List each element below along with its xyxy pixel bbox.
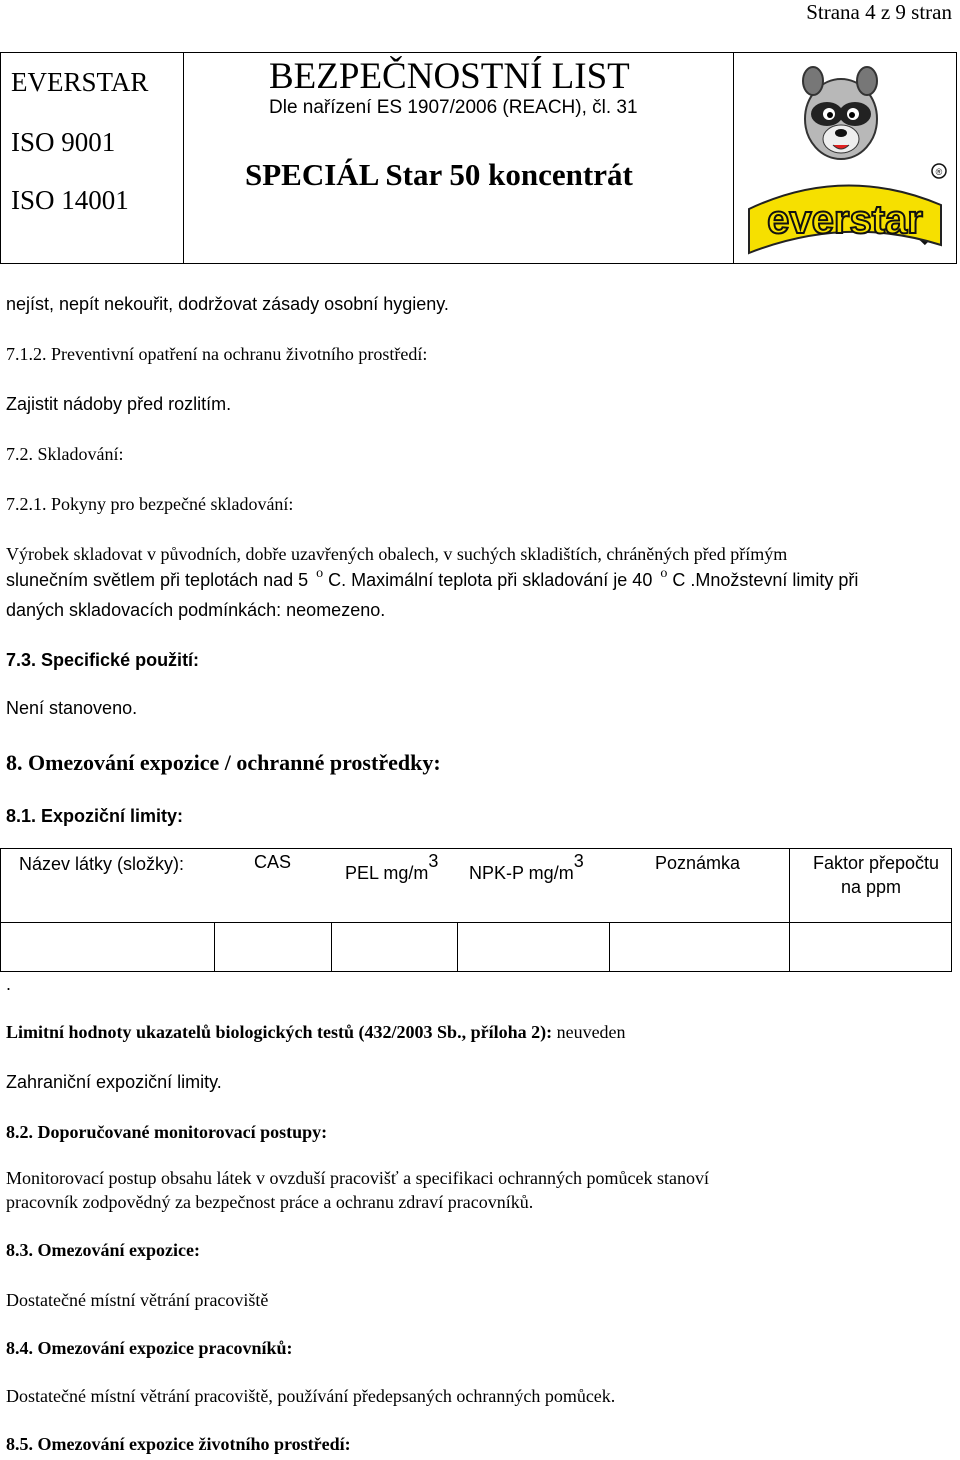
section-8-heading: 8. Omezování expozice / ochranné prostředky: — [6, 750, 441, 775]
svg-text:everstar: everstar — [767, 198, 923, 242]
document-subtitle: Dle nařízení ES 1907/2006 (REACH), čl. 31 — [269, 97, 638, 118]
section-8-2-text-line2: pracovník zodpovědný za bezpečnost práce a ochranu zdraví pracovníků. — [6, 1192, 534, 1212]
section-8-3-text: Dostatečné místní větrání pracoviště — [6, 1290, 269, 1310]
section-7-3-text: Není stanoveno. — [6, 698, 138, 718]
section-7-3-heading: 7.3. Specifické použití: — [6, 650, 200, 670]
product-name: SPECIÁL Star 50 koncentrát — [245, 157, 633, 192]
column-header-factor: Faktor přepočtu — [812, 853, 940, 873]
section-7-1-2-text: Zajistit nádoby před rozlitím. — [6, 394, 232, 414]
table-column-divider — [214, 922, 215, 971]
column-header-note: Poznámka — [655, 853, 741, 873]
foreign-limits-text: Zahraniční expoziční limity. — [6, 1072, 222, 1092]
iso-14001: ISO 14001 — [11, 185, 129, 215]
document-title: BEZPEČNOSTNÍ LIST — [269, 56, 630, 97]
section-8-4-heading: 8.4. Omezování expozice pracovníků: — [6, 1338, 293, 1358]
company-name: EVERSTAR — [11, 67, 149, 97]
section-8-5-heading: 8.5. Omezování expozice životního prostředí: — [6, 1434, 351, 1454]
storage-text-line1: Výrobek skladovat v původních, dobře uzavřených obalech, v suchých skladištích, chráněných před přímým — [6, 544, 788, 564]
table-column-divider — [331, 922, 332, 971]
exposure-limits-table — [0, 848, 952, 972]
iso-9001: ISO 9001 — [11, 127, 116, 157]
section-8-4-text: Dostatečné místní větrání pracoviště, používání předepsaných ochranných pomůcek. — [6, 1386, 616, 1406]
section-8-1-heading: 8.1. Expoziční limity: — [6, 806, 184, 826]
section-7-2-1-heading: 7.2.1. Pokyny pro bezpečné skladování: — [6, 494, 294, 514]
table-column-divider — [609, 922, 610, 971]
storage-text-line3: daných skladovacích podmínkách: neomezeno. — [6, 600, 386, 620]
hygiene-text: nejíst, nepít nekouřit, dodržovat zásady osobní hygieny. — [6, 294, 449, 314]
biological-limits-line: Limitní hodnoty ukazatelů biologických testů (432/2003 Sb., příloha 2): neuveden — [6, 1022, 626, 1042]
stray-dot: . — [6, 974, 12, 994]
document-header — [0, 52, 957, 264]
section-8-2-text-line1: Monitorovací postup obsahu látek v ovzduší pracovišť a specifikaci ochranných pomůcek stanoví — [6, 1168, 710, 1188]
svg-text:®: ® — [935, 167, 943, 177]
header-divider — [183, 53, 184, 263]
section-8-3-heading: 8.3. Omezování expozice: — [6, 1240, 200, 1260]
column-header-factor-line2: na ppm — [840, 877, 902, 897]
column-header-cas: CAS — [254, 852, 292, 872]
raccoon-mascot-icon — [741, 59, 953, 259]
column-header-pel: PEL mg/m3 — [345, 851, 439, 883]
storage-text-line2: slunečním světlem při teplotách nad 5 $^o$ C. Maximální teplota při skladování je 40 $^o$ C .Množstevní limity při — [6, 566, 859, 590]
section-8-2-heading: 8.2. Doporučované monitorovací postupy: — [6, 1122, 328, 1142]
section-7-1-2-heading: 7.1.2. Preventivní opatření na ochranu životního prostředí: — [6, 344, 428, 364]
everstar-logo — [741, 59, 953, 259]
section-7-2-heading: 7.2. Skladování: — [6, 444, 124, 464]
table-column-divider — [457, 922, 458, 971]
header-divider — [733, 53, 734, 263]
page-number: Strana 4 z 9 stran — [806, 0, 952, 24]
column-header-npk: NPK-P mg/m3 — [469, 851, 584, 883]
table-column-divider — [789, 849, 790, 971]
column-header-name: Název látky (složky): — [19, 854, 185, 874]
